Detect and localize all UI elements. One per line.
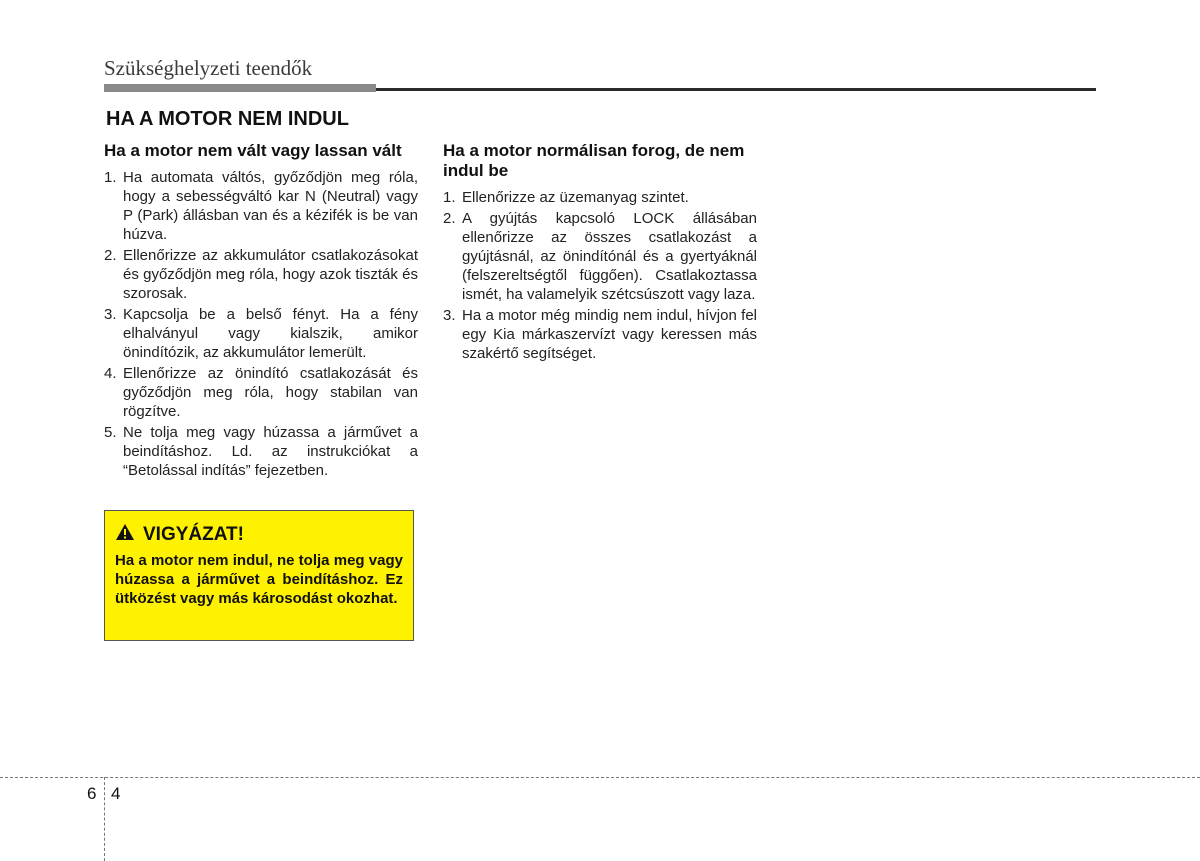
warning-title: VIGYÁZAT!: [143, 524, 244, 545]
right-steps-list: [443, 188, 757, 363]
left-column: [104, 141, 418, 482]
step-text: Kapcsolja be a belső fényt. Ha a fény elhalványul vagy kialszik, amikor önindítózik, az akkumulátor lemerült.: [123, 306, 418, 361]
step-number: 1.: [443, 189, 456, 206]
warning-triangle-icon: [115, 523, 143, 547]
footer-divider: [0, 777, 1200, 778]
step-text: Ellenőrizze az akkumulátor csatlakozásokat és győződjön meg róla, hogy azok tiszták és szorosak.: [123, 247, 418, 302]
chapter-header-title: Szükséghelyzeti teendők: [104, 56, 313, 80]
step-text: Ellenőrizze az üzemanyag szintet.: [462, 189, 689, 206]
warning-text: Ha a motor nem indul, ne tolja meg vagy húzassa a járművet a beindításhoz. Ez ütközést vagy más károsodást okozhat.: [115, 552, 403, 607]
list-item: [104, 423, 418, 480]
warning-title-row: [115, 523, 403, 547]
left-steps-list: [104, 168, 418, 480]
header-rule-thin: [376, 88, 1096, 91]
right-column-heading: Ha a motor normálisan forog, de nem indul be: [443, 141, 745, 180]
list-item: [443, 188, 757, 207]
page-number: 4: [111, 784, 121, 803]
list-item: [104, 305, 418, 362]
step-text: Ha automata váltós, győződjön meg róla, hogy a sebességváltó kar N (Neutral) vagy P (Park) állásban van és a kézifék is be van húzva.: [123, 169, 418, 243]
step-number: 5.: [104, 424, 117, 441]
list-item: [104, 364, 418, 421]
step-number: 4.: [104, 365, 117, 382]
step-text: Ellenőrizze az önindító csatlakozását és győződjön meg róla, hogy stabilan van rögzítve.: [123, 365, 418, 420]
list-item: [104, 168, 418, 244]
list-item: [443, 306, 757, 363]
step-number: 3.: [104, 306, 117, 323]
step-text: Ha a motor még mindig nem indul, hívjon fel egy Kia márkaszervízt vagy keressen más szakértő segítséget.: [462, 307, 757, 362]
header-rule-thick: [104, 84, 376, 92]
step-text: Ne tolja meg vagy húzassa a járművet a beindításhoz. Ld. az instrukciókat a “Betolással indítás” fejezetben.: [123, 424, 418, 479]
left-column-heading: Ha a motor nem vált vagy lassan vált: [104, 141, 402, 160]
step-number: 3.: [443, 307, 456, 324]
step-text: A gyújtás kapcsoló LOCK állásában ellenőrizze az összes csatlakozást a gyújtásnál, az önindítónál és a gyertyáknál (felszereltségtől függően). Csatlakoztassa ismét, ha valamelyik szétcsúszott vagy laza.: [462, 210, 757, 303]
warning-box: [104, 510, 414, 641]
chapter-number: 6: [87, 784, 97, 803]
right-column: [443, 141, 757, 365]
list-item: [104, 246, 418, 303]
step-number: 1.: [104, 169, 117, 186]
section-title: HA A MOTOR NEM INDUL: [106, 108, 349, 130]
step-number: 2.: [104, 247, 117, 264]
footer-vertical-divider: [104, 777, 105, 861]
step-number: 2.: [443, 210, 456, 227]
list-item: [443, 209, 757, 304]
